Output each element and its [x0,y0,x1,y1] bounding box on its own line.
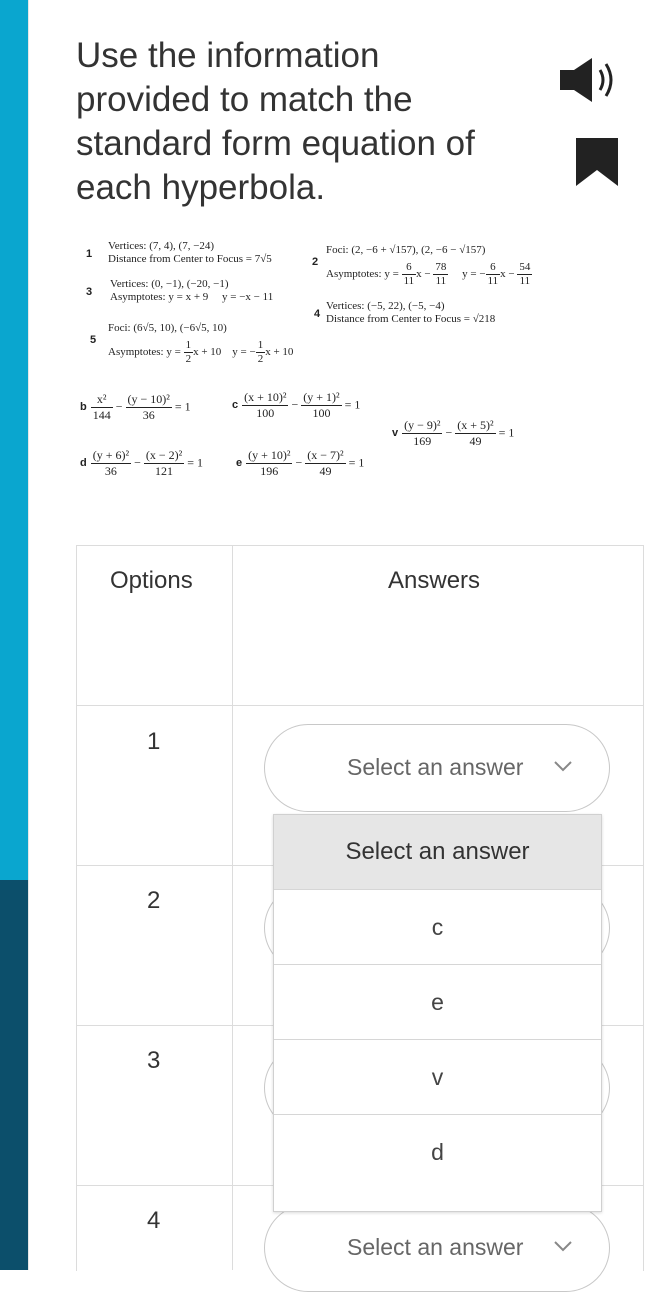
equation-option-v: v $\frac{\text{(y − 9)²}}{169}$ − $\frac{\text{(x + 5)²}}{49}$ = 1 [392,418,515,448]
item-number: 2 [312,256,319,268]
question-prompt: Use the information provided to match the standard form equation of each hyperbola. [76,36,475,207]
item-number: 3 [86,286,93,298]
info-line: Asymptotes: y = $\frac{1}{2}$ x + 10 y = − $\frac{1}{2}$ x + 10 [108,339,294,365]
info-line: Distance from Center to Focus = √218 [326,313,496,325]
info-line: Vertices: (7, 4), (7, −24) [108,240,215,252]
table-divider [232,545,233,1270]
info-line: Foci: (2, −6 + √157), (2, −6 − √157) [326,244,486,256]
option-number: 3 [147,1047,161,1074]
info-line: Vertices: (0, −1), (−20, −1) [110,278,229,290]
option-number: 4 [147,1207,161,1234]
info-line: Foci: (6√5, 10), (−6√5, 10) [108,322,227,334]
chevron-down-icon [553,1239,573,1253]
info-line: Vertices: (−5, 22), (−5, −4) [326,300,445,312]
options-header: Options [110,567,193,594]
audio-speaker-icon[interactable] [558,56,618,104]
option-number: 2 [147,887,161,914]
chevron-down-icon [553,759,573,773]
answer-select-1[interactable]: Select an answer [264,724,610,812]
dropdown-option-v[interactable]: v [274,1040,601,1115]
dropdown-option-placeholder[interactable]: Select an answer [274,815,601,890]
hyperbola-info-4 [326,300,495,326]
item-number: 4 [314,308,321,320]
dropdown-option-e[interactable]: e [274,965,601,1040]
item-number: 1 [86,248,93,260]
dropdown-option-d[interactable]: d [431,1139,444,1165]
answers-header: Answers [388,567,481,594]
answer-dropdown-menu [273,814,602,1212]
equation-option-c: c $\frac{\text{(x + 10)²}}{100}$ − $\frac{\text{(y + 1)²}}{100}$ = 1 [232,390,361,420]
equation-option-b: b $\frac{\text{x²}}{144}$ − $\frac{\text{(y − 10)²}}{36}$ = 1 [80,392,191,422]
item-number: 5 [90,334,97,346]
dropdown-option-c[interactable]: c [274,890,601,965]
info-line: Asymptotes: y = x + 9 y = −x − 11 [110,291,274,303]
hyperbola-info-1 [108,240,272,266]
hyperbola-info-5 [108,322,293,366]
option-number: 1 [147,728,161,755]
info-line: Asymptotes: y = $\frac{6}{11}$ x − $\frac{78}{11}$ y = − $\frac{6}{11}$ x − $\frac{54}{11}$ [326,261,531,287]
table-divider [76,705,643,706]
hyperbola-info-3 [110,278,273,304]
info-line: Distance from Center to Focus = 7√5 [108,253,272,265]
bookmark-icon[interactable] [576,138,618,186]
hyperbola-info-2 [326,244,532,288]
equation-option-d: d $\frac{\text{(y + 6)²}}{36}$ − $\frac{\text{(x − 2)²}}{121}$ = 1 [80,448,204,478]
equation-option-e: e $\frac{\text{(y + 10)²}}{196}$ − $\frac{\text{(x − 7)²}}{49}$ = 1 [236,448,365,478]
answer-select-4[interactable]: Select an answer [264,1204,610,1292]
